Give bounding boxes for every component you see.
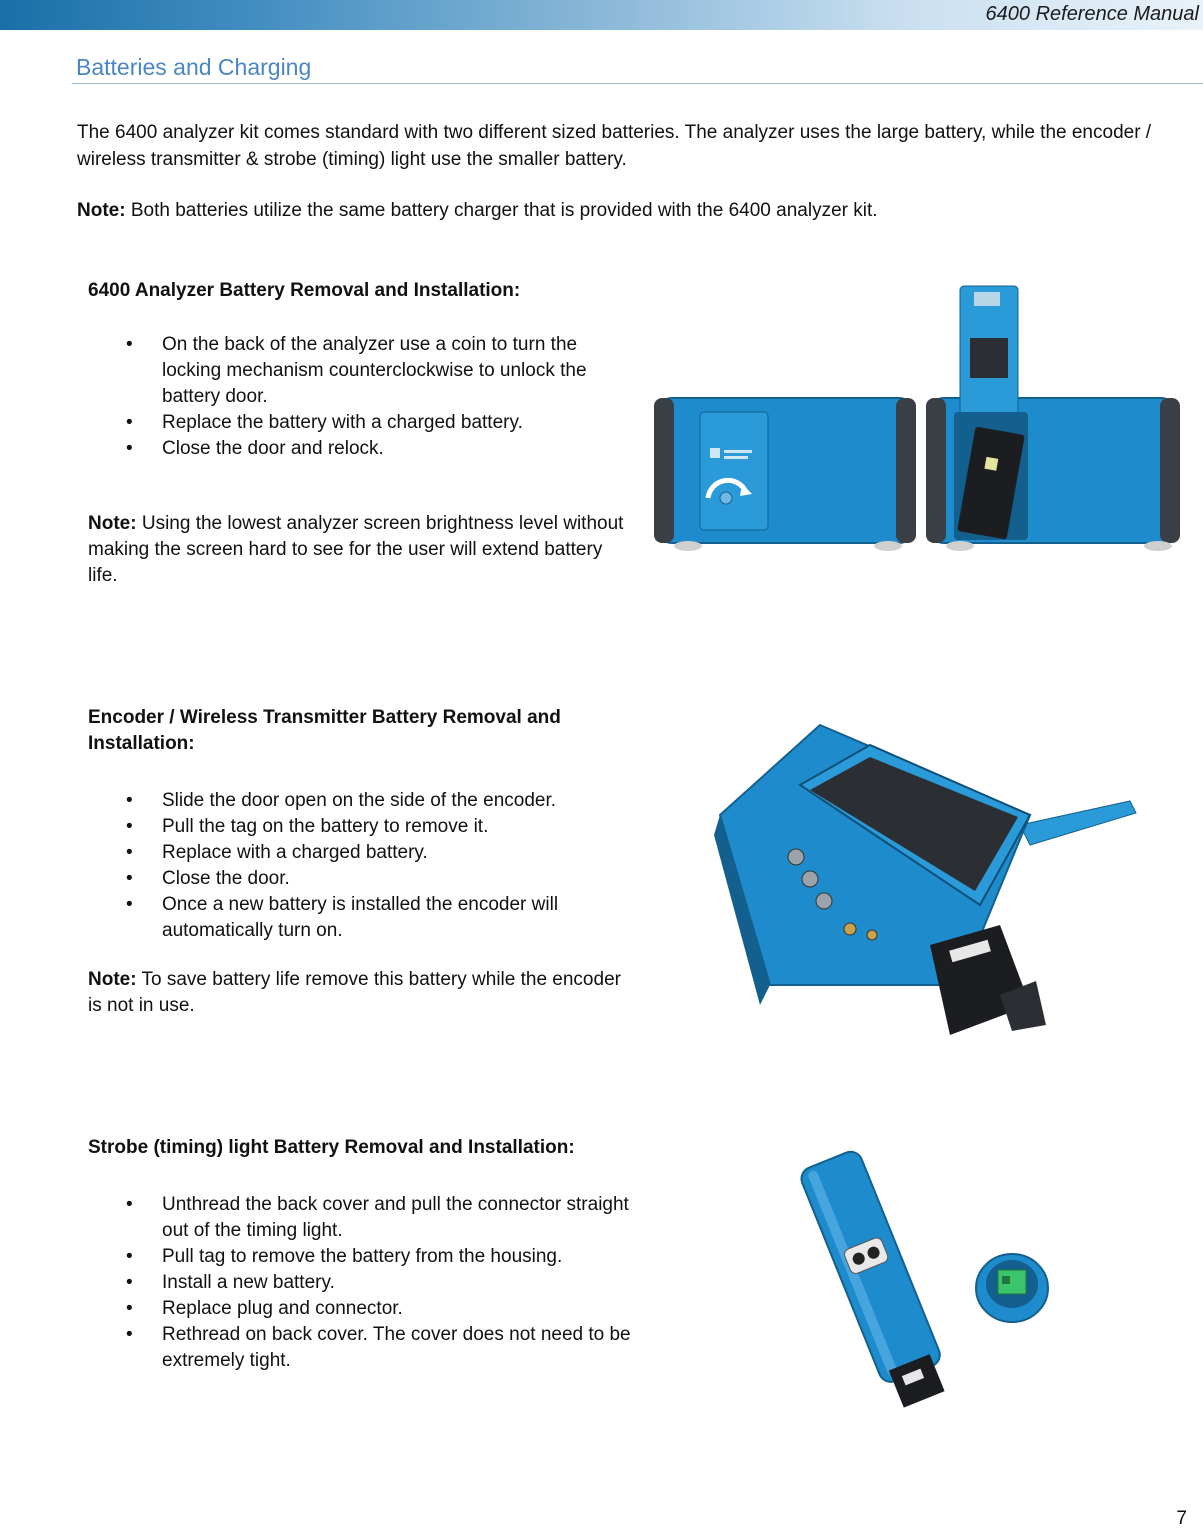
note-label: Note: bbox=[88, 969, 137, 990]
encoder-battery-section bbox=[88, 705, 633, 1019]
analyzer-battery-photo bbox=[648, 280, 1188, 565]
strobe-battery-section bbox=[88, 1135, 633, 1374]
charger-note bbox=[77, 200, 1187, 222]
section-title: Batteries and Charging bbox=[76, 54, 312, 80]
analyzer-steps bbox=[88, 332, 633, 462]
note-text: To save battery life remove this battery while the encoder is not in use. bbox=[88, 969, 621, 1016]
list-item: • Pull the tag on the battery to remove it. bbox=[88, 814, 633, 840]
page-number: 7 bbox=[1176, 1508, 1187, 1529]
note-label: Note: bbox=[88, 513, 137, 534]
list-item: • Unthread the back cover and pull the connector straight out of the timing light. bbox=[88, 1192, 633, 1244]
note-label: Note: bbox=[77, 200, 126, 221]
list-item: • Replace the battery with a charged battery. bbox=[88, 410, 633, 436]
title-divider bbox=[72, 83, 1203, 84]
strobe-heading: Strobe (timing) light Battery Removal and Installation: bbox=[88, 1137, 575, 1158]
list-item: • Replace with a charged battery. bbox=[88, 840, 633, 866]
note-text: Both batteries utilize the same battery charger that is provided with the 6400 analyzer kit. bbox=[125, 200, 878, 221]
manual-title: 6400 Reference Manual bbox=[985, 3, 1199, 25]
analyzer-open-door-view bbox=[926, 286, 1180, 551]
strobe-back-cover bbox=[976, 1254, 1048, 1322]
intro-paragraph: The 6400 analyzer kit comes standard with two different sized batteries. The analyzer uses the large battery, while the encoder / wireless transmitter & strobe (timing) light use the smaller battery. bbox=[77, 122, 1152, 170]
list-item: • Install a new battery. bbox=[88, 1270, 633, 1296]
note-text: Using the lowest analyzer screen brightness level without making the screen hard to see for the user will extend battery life. bbox=[88, 513, 624, 586]
list-item: • Rethread on back cover. The cover does not need to be extremely tight. bbox=[88, 1322, 633, 1374]
strobe-battery-photo bbox=[770, 1140, 1070, 1430]
list-item: • Pull tag to remove the battery from the housing. bbox=[88, 1244, 633, 1270]
list-item: • Once a new battery is installed the encoder will automatically turn on. bbox=[88, 892, 633, 944]
analyzer-note bbox=[88, 511, 633, 589]
list-item: • Slide the door open on the side of the encoder. bbox=[88, 788, 633, 814]
analyzer-back-view bbox=[654, 398, 916, 551]
list-item: • Close the door and relock. bbox=[88, 436, 633, 462]
analyzer-heading: 6400 Analyzer Battery Removal and Installation: bbox=[88, 280, 521, 301]
list-item: • Replace plug and connector. bbox=[88, 1296, 633, 1322]
strobe-steps bbox=[88, 1192, 633, 1374]
encoder-steps bbox=[88, 788, 633, 944]
list-item: • On the back of the analyzer use a coin to turn the locking mechanism counterclockwise to unlock the battery door. bbox=[88, 332, 633, 410]
encoder-battery-photo bbox=[700, 705, 1150, 1055]
analyzer-battery-section bbox=[88, 278, 633, 589]
encoder-heading: Encoder / Wireless Transmitter Battery Removal and Installation: bbox=[88, 707, 561, 754]
list-item: • Close the door. bbox=[88, 866, 633, 892]
encoder-note bbox=[88, 967, 633, 1019]
